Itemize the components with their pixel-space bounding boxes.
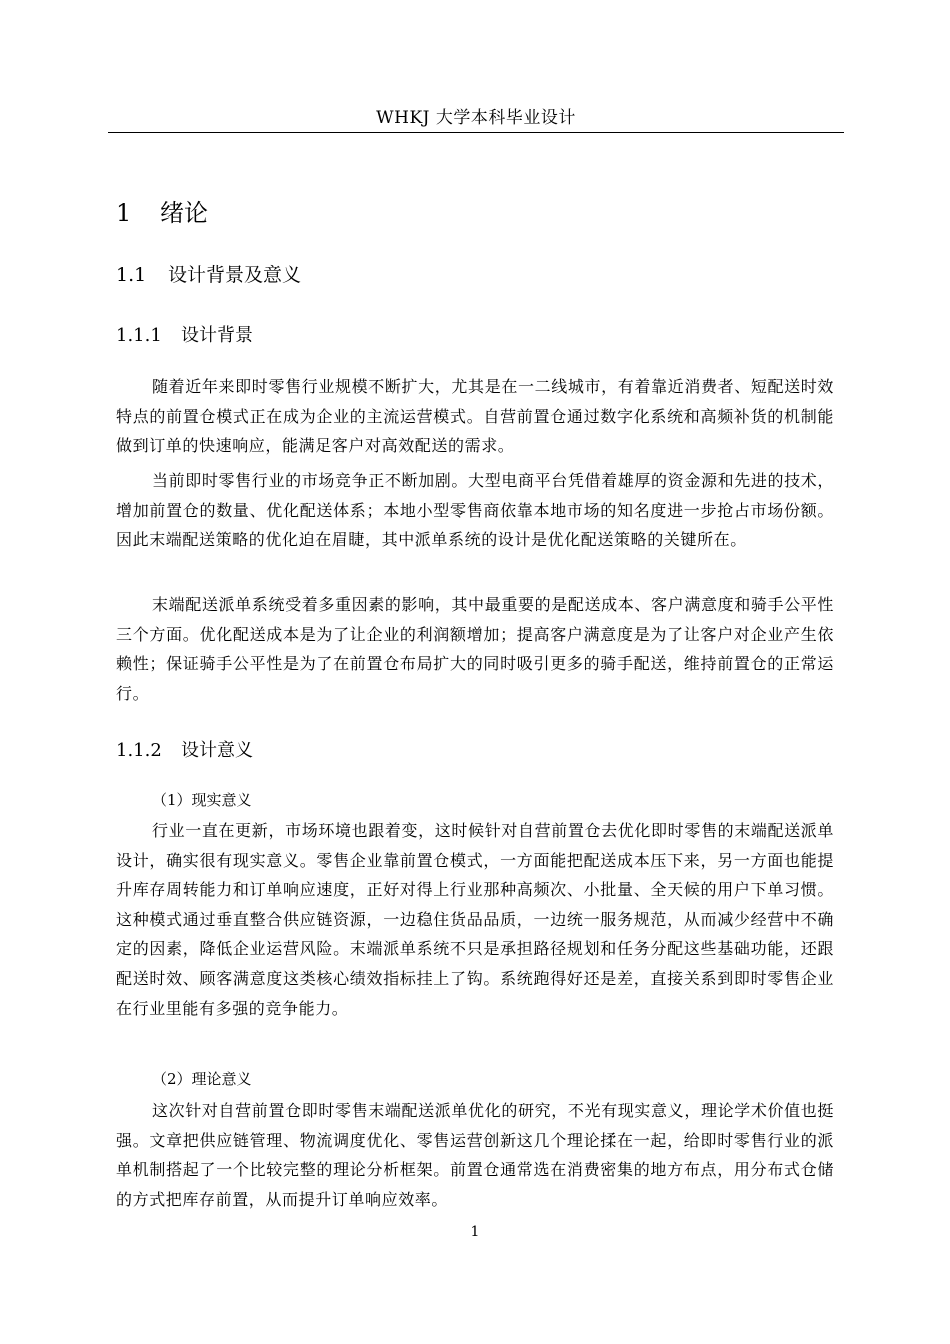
practical-significance-paragraph: 行业一直在更新，市场环境也跟着变，这时候针对自营前置仓去优化即时零售的末端配送派单设计，确实很有现实意义。零售企业靠前置仓模式，一方面能把配送成本压下来，另一方面也能提升库存周转能力和订单响应速度，正好对得上行业那种高频次、小批量、全天候的用户下单习惯。这种模式通过垂直整合供应链资源，一边稳住货品品质，一边统一服务规范，从而减少经营中不确定的因素，降低企业运营风险。末端派单系统不只是承担路径规划和任务分配这些基础功能，还跟配送时效、顾客满意度这类核心绩效指标挂上了钩。系统跑得好还是差，直接关系到即时零售企业在行业里能有多强的竞争能力。 — [116, 821, 834, 1018]
background-paragraph-3: 末端配送派单系统受着多重因素的影响，其中最重要的是配送成本、客户满意度和骑手公平性三个方面。优化配送成本是为了让企业的利润额增加；提高客户满意度是为了让客户对企业产生依赖性；保证骑手公平性是为了在前置仓布局扩大的同时吸引更多的骑手配送，维持前置仓的正常运行。 — [116, 595, 834, 703]
subsection-number: 1.1.2 — [116, 740, 162, 761]
header-title: WHKJ 大学本科毕业设计 — [376, 108, 576, 128]
section-number: 1.1 — [116, 264, 147, 286]
subsection-number: 1.1.1 — [116, 325, 162, 346]
chapter-title: 绪论 — [160, 199, 208, 227]
background-paragraph-1: 随着近年来即时零售行业规模不断扩大，尤其是在一二线城市，有着靠近消费者、短配送时效特点的前置仓模式正在成为企业的主流运营模式。自营前置仓通过数字化系统和高频补货的机制能做到订单的快速响应，能满足客户对高效配送的需求。 — [116, 377, 834, 456]
chapter-heading — [116, 196, 208, 230]
page-number: 1 — [470, 1224, 480, 1240]
section-title: 设计背景及意义 — [168, 264, 302, 286]
background-paragraph-2: 当前即时零售行业的市场竞争正不断加剧。大型电商平台凭借着雄厚的资金源和先进的技术，增加前置仓的数量、优化配送体系；本地小型零售商依靠本地市场的知名度进一步抢占市场份额。因此末端配送策略的优化迫在眉睫，其中派单系统的设计是优化配送策略的关键所在。 — [116, 471, 834, 550]
subsection-title: 设计背景 — [181, 325, 253, 346]
practical-significance-label: （1）现实意义 — [152, 791, 252, 809]
subsection-title: 设计意义 — [181, 740, 253, 761]
theoretical-significance-label: （2）理论意义 — [152, 1070, 252, 1088]
page-header — [108, 104, 844, 133]
subsection-heading-background — [116, 323, 253, 349]
section-heading — [116, 261, 301, 289]
subsection-heading-significance — [116, 738, 253, 764]
theoretical-significance-paragraph: 这次针对自营前置仓即时零售末端配送派单优化的研究，不光有现实意义，理论学术价值也挺强。文章把供应链管理、物流调度优化、零售运营创新这几个理论揉在一起，给即时零售行业的派单机制搭起了一个比较完整的理论分析框架。前置仓通常选在消费密集的地方布点，用分布式仓储的方式把库存前置，从而提升订单响应效率。 — [116, 1101, 834, 1209]
chapter-number: 1 — [116, 199, 132, 227]
